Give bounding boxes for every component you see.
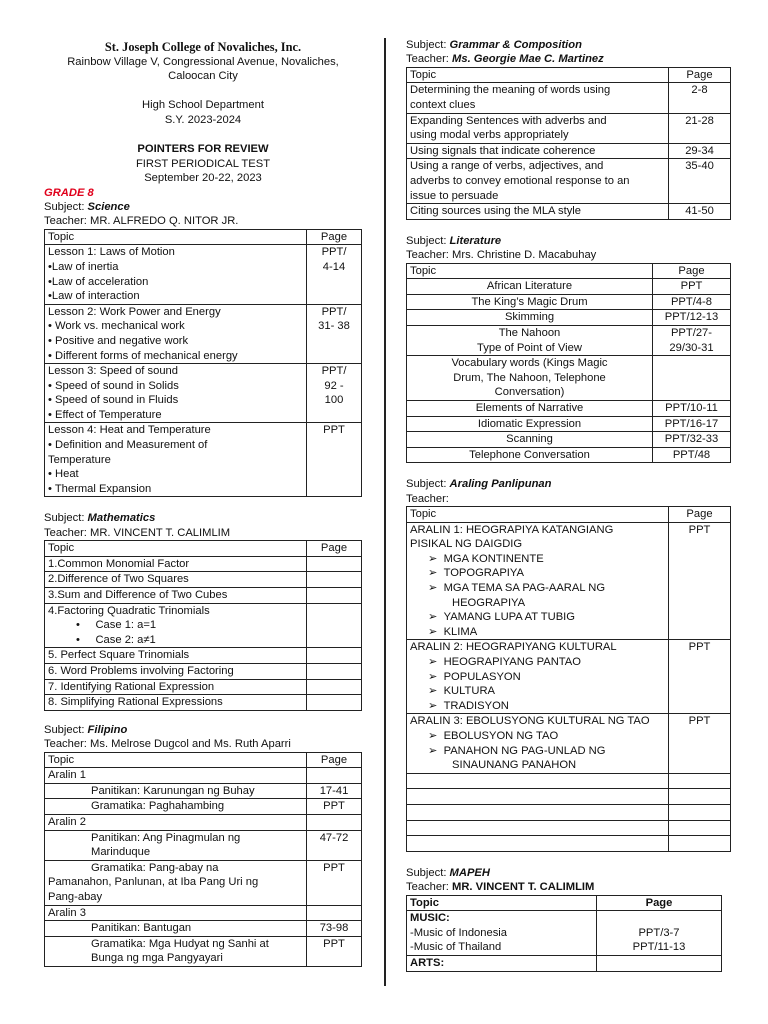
text-cell: • Speed of sound in Solids xyxy=(48,379,179,392)
topic-header: Topic xyxy=(407,263,653,279)
text-cell: 7. Identifying Rational Expression xyxy=(45,679,307,695)
page-header: Page xyxy=(307,752,362,768)
text-cell: • Definition and Measurement of xyxy=(48,439,208,452)
text-cell: ARALIN 3: EBOLUSYONG KULTURAL NG TAO xyxy=(410,715,650,728)
topic-header: Topic xyxy=(45,541,307,557)
text-cell: Teacher: xyxy=(44,215,91,228)
text-cell: Teacher: xyxy=(44,738,91,751)
school-address-2: Caloocan City xyxy=(168,70,238,83)
text-cell: Lesson 2: Work Power and Energy xyxy=(48,305,221,318)
text-cell: Bunga ng mga Pangyayari xyxy=(91,952,223,965)
text-cell: PPT/ xyxy=(321,305,347,318)
text-cell: MUSIC: xyxy=(410,912,450,925)
text-cell: Ms. Georgie Mae C. Martinez xyxy=(452,53,604,66)
text-cell: 21-28 xyxy=(669,113,731,143)
table-row xyxy=(407,911,722,956)
text-cell: 5. Perfect Square Trinomials xyxy=(45,648,307,664)
table-row xyxy=(407,522,731,640)
text-cell: Science xyxy=(87,200,130,213)
text-cell: 4-14 xyxy=(322,260,346,273)
text-cell: Temperature xyxy=(48,453,111,466)
text-cell: PPT xyxy=(669,714,731,773)
text-cell: PANAHON NG PAG-UNLAD NG xyxy=(443,744,606,757)
text-cell: ARALIN 1: HEOGRAPIYA KATANGIANG xyxy=(410,523,614,536)
table-row xyxy=(407,789,731,805)
school-year: S.Y. 2023-2024 xyxy=(164,113,242,126)
text-cell: Teacher: xyxy=(406,492,449,505)
page-header: Page xyxy=(669,507,731,523)
department: High School Department xyxy=(142,99,264,112)
text-cell: • Different forms of mechanical energy xyxy=(48,349,238,362)
arrow-bullet-icon: ➢ xyxy=(428,685,438,698)
table-row xyxy=(407,113,731,143)
table-row xyxy=(45,905,362,921)
page-header: Page xyxy=(597,895,722,911)
science-table xyxy=(44,229,362,498)
table-row xyxy=(407,310,731,326)
grammar-table xyxy=(406,67,731,220)
table-row: 4.Factoring Quadratic Trinomials • Case 1: a=1 • Case 2: a≠1 xyxy=(45,603,362,648)
table-row xyxy=(45,799,362,815)
table-row xyxy=(407,955,722,971)
topic-header: Topic xyxy=(45,752,307,768)
table-row xyxy=(407,159,731,204)
text-cell: Panitikan: Karunungan ng Buhay xyxy=(45,783,307,799)
text-cell: Subject: xyxy=(406,39,450,51)
column-divider xyxy=(384,38,386,986)
table-row xyxy=(45,423,362,497)
text-cell: MR. VINCENT T. CALIMLIM xyxy=(90,526,231,539)
table-row xyxy=(45,783,362,799)
text-cell: Araling Panlipunan xyxy=(449,478,552,491)
text-cell: Subject: xyxy=(406,478,450,491)
text-cell: POPULASYON xyxy=(443,670,521,683)
text-cell: 3.Sum and Difference of Two Cubes xyxy=(45,588,307,604)
table-row xyxy=(407,714,731,773)
science-teacher xyxy=(44,214,362,228)
text-cell: Panitikan: Ang Pinagmulan ng xyxy=(91,831,241,844)
table-row xyxy=(407,447,731,463)
table-row xyxy=(407,416,731,432)
text-cell: PPT/48 xyxy=(653,447,731,463)
table-row xyxy=(407,83,731,113)
table-row xyxy=(45,768,362,784)
text-cell: •Law of interaction xyxy=(48,290,140,303)
table-row xyxy=(45,648,362,664)
literature-teacher xyxy=(406,248,731,262)
text-cell: • Thermal Expansion xyxy=(48,482,152,495)
school-name: St. Joseph College of Novaliches, Inc. xyxy=(104,40,302,54)
text-cell: ARALIN 2: HEOGRAPIYANG KULTURAL xyxy=(410,641,617,654)
text-cell: PPT/ xyxy=(321,246,347,259)
text-cell: PPT xyxy=(669,522,731,640)
table-row xyxy=(45,830,362,860)
table-row xyxy=(407,804,731,820)
text-cell: Using a range of verbs, adjectives, and xyxy=(410,160,604,173)
text-cell: The King’s Magic Drum xyxy=(407,294,653,310)
text-cell: Teacher: xyxy=(406,53,453,66)
text-cell: Marinduque xyxy=(91,846,151,859)
text-cell: 6. Word Problems involving Factoring xyxy=(45,664,307,680)
table-row xyxy=(45,860,362,905)
text-cell: Subject: xyxy=(44,512,88,525)
text-cell: Teacher: xyxy=(44,526,91,539)
page-header: Page xyxy=(669,67,731,83)
text-cell: 8. Simplifying Rational Expressions xyxy=(45,695,307,711)
table-row xyxy=(45,679,362,695)
text-cell: Literature xyxy=(449,234,502,247)
text-cell: PPT xyxy=(323,424,345,437)
topic-header: Topic xyxy=(407,67,669,83)
table-row xyxy=(407,820,731,836)
text-cell: 29/30-31 xyxy=(669,341,714,354)
table-row xyxy=(407,279,731,295)
test-name: FIRST PERIODICAL TEST xyxy=(135,157,271,170)
text-cell: Telephone Conversation xyxy=(407,447,653,463)
table-row xyxy=(45,814,362,830)
table-row xyxy=(407,400,731,416)
math-table xyxy=(44,540,362,711)
text-cell: Lesson 3: Speed of sound xyxy=(48,365,179,378)
science-subject xyxy=(44,200,362,214)
table-row xyxy=(45,664,362,680)
text-cell: Type of Point of View xyxy=(477,341,582,354)
text-cell: EBOLUSYON NG TAO xyxy=(443,730,559,742)
text-cell: Vocabulary words (Kings Magic xyxy=(451,357,608,370)
table-row xyxy=(45,921,362,937)
arrow-bullet-icon: ➢ xyxy=(428,582,438,595)
table-row xyxy=(407,432,731,448)
text-cell: -Music of Thailand xyxy=(410,941,502,954)
text-cell: HEOGRAPIYANG PANTAO xyxy=(443,656,581,669)
text-cell: Idiomatic Expression xyxy=(407,416,653,432)
page-header: Page xyxy=(307,229,362,245)
text-cell: 100 xyxy=(324,394,344,407)
text-cell: 17-41 xyxy=(307,783,362,799)
text-cell: 29-34 xyxy=(669,143,731,159)
text-cell: • Work vs. mechanical work xyxy=(48,320,185,333)
text-cell: 4.Factoring Quadratic Trinomials xyxy=(48,604,210,617)
table-row xyxy=(407,356,731,401)
arrow-bullet-icon: ➢ xyxy=(428,670,438,683)
text-cell: Filipino xyxy=(87,723,128,736)
text-cell: PPT/32-33 xyxy=(653,432,731,448)
text-cell: Scanning xyxy=(407,432,653,448)
table-row xyxy=(45,245,362,304)
arrow-bullet-icon: ➢ xyxy=(428,625,438,638)
text-cell: MGA KONTINENTE xyxy=(443,552,544,565)
text-cell: Expanding Sentences with adverbs and xyxy=(410,114,607,127)
page-header: Page xyxy=(307,541,362,557)
text-cell: KULTURA xyxy=(443,685,495,698)
text-cell: Citing sources using the MLA style xyxy=(407,204,669,220)
text-cell: • Effect of Temperature xyxy=(48,408,162,421)
text-cell: using modal verbs appropriately xyxy=(410,129,569,142)
math-teacher xyxy=(44,526,362,540)
text-cell: PPT/10-11 xyxy=(653,400,731,416)
text-cell: KLIMA xyxy=(443,625,478,638)
text-cell: ARTS: xyxy=(407,955,597,971)
text-cell: Elements of Narrative xyxy=(407,400,653,416)
text-cell: 31- 38 xyxy=(318,320,350,333)
text-cell: Determining the meaning of words using xyxy=(410,84,611,97)
text-cell: Ms. Melrose Dugcol and Ms. Ruth Aparri xyxy=(90,738,291,751)
ap-teacher xyxy=(406,492,731,506)
math-subject xyxy=(44,511,362,525)
text-cell: Case 2: a≠1 xyxy=(95,633,156,646)
text-cell: Subject: xyxy=(406,234,450,247)
table-row xyxy=(45,695,362,711)
table-row xyxy=(407,836,731,852)
table-row xyxy=(407,143,731,159)
grade-label: GRADE 8 xyxy=(44,186,94,199)
text-cell: PPT/12-13 xyxy=(653,310,731,326)
text-cell: Gramatika: Mga Hudyat ng Sanhi at xyxy=(91,937,269,950)
text-cell: PPT/4-8 xyxy=(653,294,731,310)
text-cell: Skimming xyxy=(407,310,653,326)
text-cell: TRADISYON xyxy=(443,699,509,712)
table-row xyxy=(407,294,731,310)
mapeh-table xyxy=(406,895,722,972)
filipino-subject xyxy=(44,723,362,737)
text-cell: PPT/16-17 xyxy=(653,416,731,432)
page-header: Page xyxy=(653,263,731,279)
text-cell: 2-8 xyxy=(669,83,731,113)
arrow-bullet-icon: ➢ xyxy=(428,699,438,712)
text-cell: PPT xyxy=(307,936,362,966)
table-row xyxy=(45,936,362,966)
text-cell: PPT xyxy=(653,279,731,295)
table-row xyxy=(45,304,362,363)
text-cell: PPT xyxy=(307,799,362,815)
mapeh-subject xyxy=(406,866,731,880)
topic-header: Topic xyxy=(45,229,307,245)
arrow-bullet-icon: ➢ xyxy=(428,611,438,624)
text-cell: Pamanahon, Panlunan, at Iba Pang Uri ng xyxy=(48,876,259,889)
school-address-1: Rainbow Village V, Congressional Avenue, Novaliches, xyxy=(67,55,339,68)
text-cell: • Heat xyxy=(48,468,79,481)
text-cell: adverbs to convey emotional response to an xyxy=(410,174,630,187)
test-dates: September 20-22, 2023 xyxy=(144,172,262,185)
text-cell: Aralin 1 xyxy=(45,768,307,784)
left-column xyxy=(44,0,362,967)
text-cell: PPT/11-13 xyxy=(632,941,686,954)
text-cell: Conversation) xyxy=(494,386,565,399)
table-row xyxy=(407,773,731,789)
topic-header: Topic xyxy=(407,895,597,911)
filipino-table xyxy=(44,752,362,967)
literature-table xyxy=(406,263,731,464)
ap-table xyxy=(406,506,731,852)
text-cell: 35-40 xyxy=(669,159,731,204)
text-cell: TOPOGRAPIYA xyxy=(443,567,524,580)
text-cell: Subject: xyxy=(44,723,88,736)
literature-subject xyxy=(406,234,731,248)
arrow-bullet-icon: ➢ xyxy=(428,656,438,669)
text-cell: PISIKAL NG DAIGDIG xyxy=(410,538,523,551)
text-cell: HEOGRAPIYA xyxy=(452,596,526,609)
text-cell: MR. ALFREDO Q. NITOR JR. xyxy=(90,215,239,228)
table-row xyxy=(407,640,731,714)
text-cell: SINAUNANG PANAHON xyxy=(452,759,577,772)
text-cell: issue to persuade xyxy=(410,189,499,202)
text-cell: 1.Common Monomial Factor xyxy=(45,556,307,572)
table-row xyxy=(45,572,362,588)
text-cell: 73-98 xyxy=(307,921,362,937)
text-cell: African Literature xyxy=(407,279,653,295)
text-cell: •Law of acceleration xyxy=(48,275,149,288)
table-row xyxy=(407,325,731,355)
text-cell: Gramatika: Pang-abay na xyxy=(91,861,219,874)
text-cell: Teacher: xyxy=(406,881,453,894)
text-cell: Mathematics xyxy=(87,512,156,525)
right-column xyxy=(406,38,731,972)
text-cell: Teacher: xyxy=(406,249,453,262)
text-cell: •Law of inertia xyxy=(48,260,119,273)
text-cell: MAPEH xyxy=(449,866,490,879)
grammar-teacher xyxy=(406,52,731,66)
text-cell: YAMANG LUPA AT TUBIG xyxy=(443,611,575,624)
text-cell: Lesson 4: Heat and Temperature xyxy=(48,424,211,437)
text-cell: PPT/3-7 xyxy=(638,926,680,939)
text-cell: -Music of Indonesia xyxy=(410,926,508,939)
text-cell: Subject: xyxy=(406,866,450,879)
table-row xyxy=(45,364,362,423)
text-cell: Subject: xyxy=(44,200,88,213)
table-row xyxy=(45,556,362,572)
topic-header: Topic xyxy=(407,507,669,523)
arrow-bullet-icon: ➢ xyxy=(428,730,438,742)
table-row xyxy=(407,204,731,220)
text-cell: Lesson 1: Laws of Motion xyxy=(48,246,175,259)
text-cell: Aralin 3 xyxy=(45,905,307,921)
text-cell: Drum, The Nahoon, Telephone xyxy=(453,371,606,384)
text-cell: • Speed of sound in Fluids xyxy=(48,394,179,407)
arrow-bullet-icon: ➢ xyxy=(428,567,438,580)
ap-subject xyxy=(406,477,731,491)
text-cell: Grammar & Composition xyxy=(449,39,582,51)
mapeh-teacher xyxy=(406,880,731,894)
text-cell: 92 - xyxy=(324,379,344,392)
arrow-bullet-icon: ➢ xyxy=(428,744,438,757)
text-cell: Aralin 2 xyxy=(45,814,307,830)
text-cell: Panitikan: Bantugan xyxy=(45,921,307,937)
text-cell: Using signals that indicate coherence xyxy=(407,143,669,159)
arrow-bullet-icon: ➢ xyxy=(428,552,438,565)
text-cell: Mrs. Christine D. Macabuhay xyxy=(452,249,597,262)
text-cell: Gramatika: Paghahambing xyxy=(45,799,307,815)
text-cell: Case 1: a=1 xyxy=(95,619,157,632)
text-cell: Pang-abay xyxy=(48,890,103,903)
text-cell: The Nahoon xyxy=(498,326,561,339)
text-cell: MR. VINCENT T. CALIMLIM xyxy=(452,881,595,894)
table-row xyxy=(45,588,362,604)
text-cell: context clues xyxy=(410,99,476,111)
text-cell: 41-50 xyxy=(669,204,731,220)
text-cell: PPT/27- xyxy=(670,326,713,339)
text-cell: PPT/ xyxy=(321,365,347,378)
text-cell: 47-72 xyxy=(307,830,362,860)
page-title: POINTERS FOR REVIEW xyxy=(137,143,269,156)
text-cell: 2.Difference of Two Squares xyxy=(45,572,307,588)
text-cell: • Positive and negative work xyxy=(48,334,189,347)
filipino-teacher xyxy=(44,737,362,751)
text-cell: MGA TEMA SA PAG-AARAL NG xyxy=(443,582,606,595)
text-cell: PPT xyxy=(669,640,731,714)
grammar-subject xyxy=(406,38,731,52)
text-cell: PPT xyxy=(307,860,362,905)
